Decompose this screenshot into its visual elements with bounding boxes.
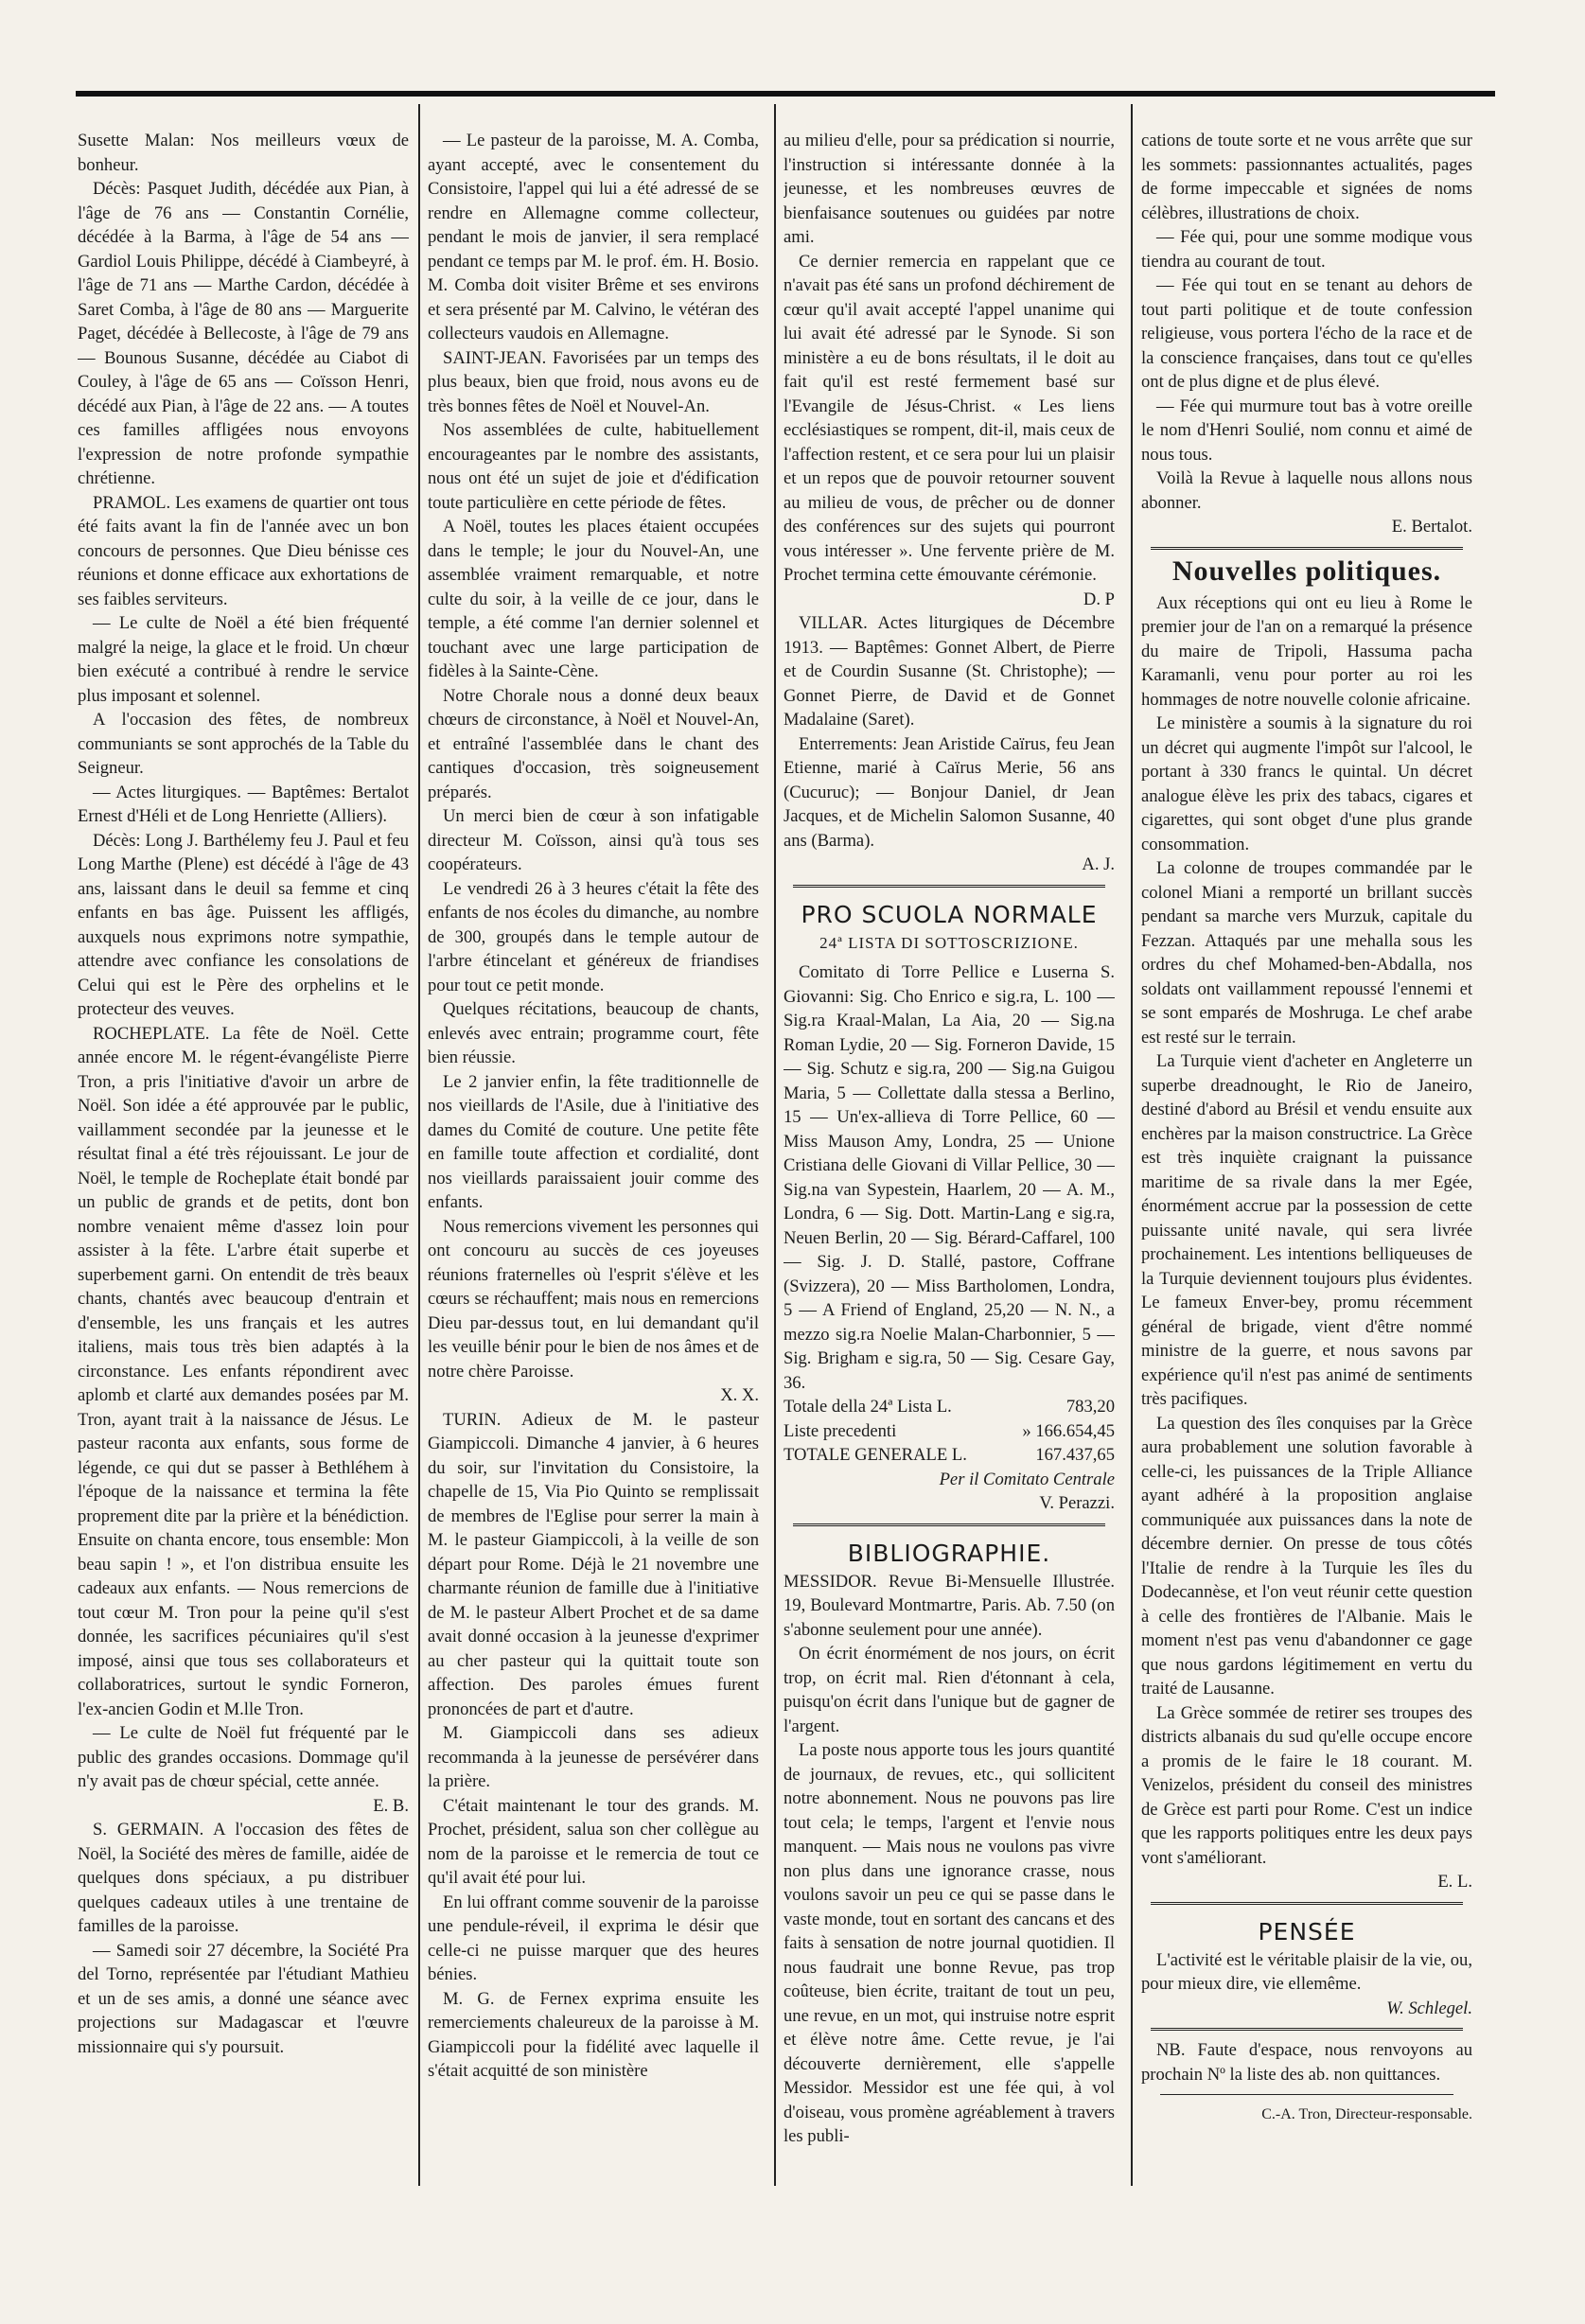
paragraph: SAINT-JEAN. Favorisées par un temps des plus beaux, bien que froid, nous avons eu de très bonnes fêtes de Noël et Nouvel-An. <box>428 347 759 416</box>
paragraph: Nous remercions vivement les personnes qui ont concouru au succès de ces joyeuses réunions fraternelles où l'esprit s'élève et les cœurs se réchauffent; mais nous en remercions Dieu par-dessus tout, en lui demandant qu'il les veuille bénir pour le bien de nos âmes et de notre chère Paroisse. <box>428 1216 759 1382</box>
total-value: » 166.654,45 <box>1022 1420 1115 1441</box>
paragraph: — Fée qui tout en se tenant au dehors de tout parti politique et de toute confession religieuse, vous portera l'écho de la race et de la conscience françaises, dans tout ce qu'elles ont de plus digne et de plus élevé. <box>1141 275 1472 392</box>
section-heading: BIBLIOGRAPHIE. <box>847 1539 1051 1567</box>
total-label: Totale della 24ª Lista L. <box>784 1397 952 1417</box>
paragraph: Enterrements: Jean Aristide Caïrus, feu Jean Etienne, marié à Caïrus Merie, 56 ans (Cucuruc); — Bonjour Daniel, dr Jean Jacques, et de Michelin Salomon Susanne, 40 ans (Barma). <box>784 733 1115 851</box>
paragraph: PRAMOL. Les examens de quartier ont tous été faits avant la fin de l'année avec un bon concours de personnes. Que Dieu bénisse ces réunions et donne efficace aux exhortations de ses faibles serviteurs. <box>78 492 409 609</box>
paragraph: — Le culte de Noël fut fréquenté par le public des grandes occasions. Dommage qu'il n'y avait pas de chœur spécial, cette année. <box>78 1723 409 1791</box>
paragraph: Le vendredi 26 à 3 heures c'était la fête des enfants de nos écoles du dimanche, au nombre de 300, groupés dans le temple autour de l'arbre étincelant et généreux de friandises pour tout ce petit monde. <box>428 878 759 995</box>
signature: E. L. <box>1437 1872 1472 1892</box>
paragraph: ROCHEPLATE. La fête de Noël. Cette année encore M. le régent-évangéliste Pierre Tron, a pris l'initiative d'avoir un arbre de Noël. Son idée a été approuvée par le public, vaillamment secondée par la jeunesse et le résultat final a été très réjouissant. Le jour de Noël, le temple de Rocheplate était bondé par un public de grands et de petits, dont bon nombre venaient même d'assez loin pour assister à la fête. L'arbre était superbe et superbement garni. On entendit de très beaux chants, chantés avec beaucoup d'entrain et d'ensemble, les uns français et les autres italiens, mais tous très bien adaptés à la circonstance. Les enfants répondirent avec aplomb et clarté aux demandes posées par M. Tron, ayant trait à la naissance de Jésus. Le pasteur raconta aux enfants, sous forme de légende, ce qui dut se passer à Bethléhem à l'époque de la naissance et termina la fête proprement dite par la prière et la bénédiction. Ensuite on chanta encore, tous ensemble: Mon beau sapin ! », et l'on distribua ensuite les cadeaux aux enfants. — Nous remercions de tout cœur M. Tron pour la peine qu'il s'est donnée, les sacrifices pécuniaires qu'il s'est imposé, ainsi que tous ses collaborateurs et collaboratrices, surtout le syndic Forneron, l'ex-ancien Godin et M.lle Tron. <box>78 1023 409 1719</box>
paragraph: — Samedi soir 27 décembre, la Société Pra del Torno, représentée par l'étudiant Mathieu et un de ses amis, a donné une séance avec projections sur Madagascar et l'œuvre missionnaire qui s'y poursuit. <box>78 1940 409 2057</box>
signature: X. X. <box>720 1385 759 1405</box>
section-heading: PENSÉE <box>1258 1917 1356 1945</box>
paragraph: Quelques récitations, beaucoup de chants, enlevés avec entrain; programme court, fête bien réussie. <box>428 999 759 1067</box>
section-divider <box>1151 547 1463 550</box>
paragraph: On écrit énormément de nos jours, on écrit trop, on écrit mal. Rien d'étonnant à cela, puisqu'on écrit dans l'unique but de gagner de l'argent. <box>784 1644 1115 1736</box>
paragraph: Notre Chorale nous a donné deux beaux chœurs de circonstance, à Noël et Nouvel-An, et entraîné l'assemblée dans le chant des cantiques d'occasion, très soigneusement préparés. <box>428 685 759 802</box>
signature: W. Schlegel. <box>1386 1998 1472 2018</box>
paragraph: Nos assemblées de culte, habituellement encourageantes par le nombre des assistants, nous ont été un sujet de joie et d'édification toute particulière en cette période de fêtes. <box>428 420 759 513</box>
total-label: TOTALE GENERALE L. <box>784 1445 967 1465</box>
column-4 <box>1141 129 1472 2210</box>
total-label: Liste precedenti <box>784 1420 897 1441</box>
section-divider <box>1151 2028 1463 2031</box>
column-rule <box>418 104 420 2186</box>
section-divider <box>1151 1902 1463 1905</box>
paragraph: Le 2 janvier enfin, la fête traditionnelle de nos vieillards de l'Asile, due à l'initiative des dames du Comité de couture. Une petite fête en famille toute affection et cordialité, dont nos vieillards paraissaient jouir comme des enfants. <box>428 1071 759 1212</box>
section-divider <box>793 1523 1105 1526</box>
footer-credit: C.-A. Tron, Directeur-responsable. <box>1261 2106 1472 2122</box>
total-value: 167.437,65 <box>1035 1445 1115 1465</box>
paragraph: La Turquie vient d'acheter en Angleterre un superbe dreadnought, le Rio de Janeiro, destiné d'abord au Brésil et vendu ensuite aux enchères par la maison constructrice. La Grèce est très inquiète craignant la puissance maritime de sa rivale dans la mer Egée, énormément accrue par la possession de cette puissante unité navale, qui sera livrée prochainement. Les intentions belliqueuses de la Turquie deviennent toujours plus évidentes. Le fameux Enver-bey, promu récemment général de brigade, vient d'être nommé ministre de la guerre, et nous savons par expérience qu'il n'est pas animé de sentiments très pacifiques. <box>1141 1051 1472 1409</box>
paragraph: Décès: Long J. Barthélemy feu J. Paul et feu Long Marthe (Plene) est décédé à l'âge de 43 ans, laissant dans le deuil sa femme et cinq enfants en bas âge. Puissent les affligés, auxquels nous exprimons notre sympathie, attendre avec confiance les consolations de Celui qui est le Père des orphelins et le protecteur des veuves. <box>78 830 409 1019</box>
paragraph: — Le culte de Noël a été bien fréquenté malgré la neige, la glace et le froid. Un chœur bien exécuté a contribué à rendre le service plus imposant et solennel. <box>78 613 409 706</box>
top-rule <box>76 91 1495 97</box>
signature: E. B. <box>373 1795 409 1816</box>
signature: A. J. <box>1082 854 1115 874</box>
paragraph: — Le pasteur de la paroisse, M. A. Comba, ayant accepté, avec le consentement du Consistoire, l'appel qui lui a été adressé de se rendre en Allemagne comme collecteur, pendant le mois de janvier, il sera remplacé pendant ce temps par M. le prof. ém. H. Bosio. M. Comba doit visiter Brême et ses environs et sera présenté par M. Calvino, le vétéran des collecteurs vaudois en Allemagne. <box>428 131 759 343</box>
paragraph: La poste nous apporte tous les jours quantité de journaux, de revues, etc., qui sollicitent notre abonnement. Nous ne pouvons pas lire tout cela; le temps, l'argent et l'envie nous manquent. — Mais nous ne voulons pas vivre non plus dans une ignorance crasse, nous voulons savoir un peu ce qui se passe dans le vaste monde, tout en sortant des cancans et des faits à sensation de notre journal quotidien. Il nous faudrait une bonne Revue, pas trop coûteuse, bien écrite, traitant de tout un peu, une revue, en un mot, qui instruise notre esprit et élève notre âme. Cette revue, je l'ai découverte dernièrement, elle s'appelle Messidor. Messidor est une fée qui, à vol d'oiseau, vous promène agréablement à travers les publi- <box>784 1740 1115 2146</box>
paragraph: En lui offrant comme souvenir de la paroisse une pendule-réveil, il exprima le désir que celle-ci ne puisse marquer que des heures bénies. <box>428 1892 759 1984</box>
section-heading: Nouvelles politiques. <box>1171 555 1442 587</box>
paragraph: Voilà la Revue à laquelle nous allons nous abonner. <box>1141 468 1472 513</box>
paragraph: — Actes liturgiques. — Baptêmes: Bertalot Ernest d'Héli et de Long Henriette (Alliers). <box>78 782 409 826</box>
column-2 <box>428 129 759 2210</box>
signature: Per il Comitato Centrale <box>939 1469 1115 1489</box>
paragraph: Aux réceptions qui ont eu lieu à Rome le premier jour de l'an on a remarqué la présence du maire de Tripoli, Hassuma pacha Karamanli, venu pour porter au roi les hommages de notre nouvelle colonie africaine. <box>1141 592 1472 710</box>
column-3 <box>784 129 1115 2210</box>
paragraph: C'était maintenant le tour des grands. M. Prochet, président, salua son cher collègue au nom de la paroisse et le remercia de tout ce qu'il avait été pour lui. <box>428 1795 759 1888</box>
section-divider <box>793 885 1105 888</box>
paragraph: cations de toute sorte et ne vous arrête que sur les sommets: passionnantes actualités, pages de forme impeccable et signées de noms célèbres, illustrations de choix. <box>1141 131 1472 223</box>
paragraph: A Noël, toutes les places étaient occupées dans le temple; le jour du Nouvel-An, une assemblée vraiment remarquable, et notre culte du soir, à la veille de ce jour, dans le temple, a été comme l'an dernier solennel et touchant avec une large participation de fidèles à la Sainte-Cène. <box>428 517 759 681</box>
section-subheading: 24ª LISTA DI SOTTOSCRIZIONE. <box>819 933 1079 952</box>
paragraph: S. GERMAIN. A l'occasion des fêtes de Noël, la Société des mères de famille, aidée de quelques dons spéciaux, a pu distribuer quelques cadeaux utiles à une trentaine de familles de la paroisse. <box>78 1820 409 1936</box>
section-heading: PRO SCUOLA NORMALE <box>801 900 1098 928</box>
paragraph: MESSIDOR. Revue Bi-Mensuelle Illustrée. 19, Boulevard Montmartre, Paris. Ab. 7.50 (on s'abonne seulement pour une année). <box>784 1571 1115 1640</box>
paragraph: — Fée qui, pour une somme modique vous tiendra au courant de tout. <box>1141 227 1472 272</box>
paragraph: TURIN. Adieux de M. le pasteur Giampiccoli. Dimanche 4 janvier, à 6 heures du soir, sur l'invitation du Consistoire, la chapelle de 15, Via Pio Quinto se remplissait de membres de l'Eglise pour serrer la main à M. le pasteur Giampiccoli, à la veille de son départ pour Rome. Déjà le 21 novembre une charmante réunion de famille due à l'initiative de M. le pasteur Albert Prochet et de sa dame avait donné occasion à la jeunesse d'exprimer au cher pasteur qui la quittait toute son affection. Des paroles émues furent prononcées de part et d'autre. <box>428 1409 759 1719</box>
paragraph: La Grèce sommée de retirer ses troupes des districts albanais du sud qu'elle occupe encore a promis de le faire le 18 courant. M. Venizelos, président du conseil des ministres de Grèce est parti pour Rome. C'est un indice que les rapports politiques entre les deux pays vont s'améliorant. <box>1141 1702 1472 1868</box>
column-1 <box>78 129 409 2210</box>
paragraph: Décès: Pasquet Judith, décédée aux Pian, à l'âge de 76 ans — Constantin Cornélie, décédée à la Barma, à l'âge de 54 ans — Gardiol Louis Philippe, décédé à Ciambeyré, à l'âge de 71 ans — Marthe Cardon, décédée à Saret Comba, à l'âge de 80 ans — Marguerite Paget, décédée à Bellecoste, à l'âge de 79 ans — Bounous Susanne, décédée au Ciabot di Couley, à l'âge de 65 ans — Coïsson Henri, décédé aux Pian, à l'âge de 22 ans. — A toutes ces familles affligées nous envoyons l'expression de notre profonde sympathie chrétienne. <box>78 179 409 488</box>
paragraph: L'activité est le véritable plaisir de la vie, ou, pour mieux dire, vie ellemême. <box>1141 1949 1472 1994</box>
total-row <box>784 1395 1115 1419</box>
signature: E. Bertalot. <box>1391 517 1472 537</box>
paragraph: Un merci bien de cœur à son infatigable directeur M. Coïsson, ainsi qu'à tous ses coopérateurs. <box>428 806 759 874</box>
paragraph: Le ministère a soumis à la signature du roi un décret qui augmente l'impôt sur l'alcool, le portant à 330 francs le quintal. Un décret analogue élève les prix des tabacs, cigares et cigarettes, qui sont obget d'une plus grande consommation. <box>1141 713 1472 854</box>
total-value: 783,20 <box>1065 1397 1115 1417</box>
paragraph: au milieu d'elle, pour sa prédication si nourrie, l'instruction si intéressante donnée à la jeunesse, et les nombreuses œuvres de bienfaisance soutenues ou guidées par notre ami. <box>784 131 1115 247</box>
paragraph: La question des îles conquises par la Grèce aura probablement une solution favorable à celle-ci, les puissances de la Triple Alliance ayant adhéré à la proposition anglaise communiquée aux puissances dans la note de décembre dernier. On presse de tous côtés l'Italie de rendre à la Turquie les îles du Dodecannèse, et l'on veut réunir cette question à celle des frontières de l'Albanie. Mais le moment n'est pas venu d'abandonner ce gage que nous gardons légitimement en vertu du traité de Lausanne. <box>1141 1413 1472 1699</box>
paragraph: M. Giampiccoli dans ses adieux recommanda à la jeunesse de persévérer dans la prière. <box>428 1723 759 1791</box>
paragraph: A l'occasion des fêtes, de nombreux communiants se sont approchés de la Table du Seigneur. <box>78 710 409 778</box>
paragraph: — Fée qui murmure tout bas à votre oreille le nom d'Henri Soulié, nom connu et aimé de nous tous. <box>1141 396 1472 465</box>
paragraph: VILLAR. Actes liturgiques de Décembre 1913. — Baptêmes: Gonnet Albert, de Pierre et de Courdin Susanne (St. Christophe); — Gonnet Pierre, de David et de Gonnet Madalaine (Saret). <box>784 613 1115 730</box>
paragraph: Comitato di Torre Pellice e Luserna S. Giovanni: Sig. Cho Enrico e sig.ra, L. 100 — Sig.ra Kraal-Malan, La Aia, 20 — Sig.na Roman Lydie, 20 — Sig. Forneron Davide, 15 — Sig. Schutz e sig.ra, 200 — Sig.na Guigou Maria, 5 — Collettate dalla stessa a Berlino, 15 — Un'ex-allieva di Torre Pellice, 60 — Miss Mauson Amy, Londra, 25 — Unione Cristiana delle Giovani di Villar Pellice, 30 — Sig.na van Sypestein, Haarlem, 20 — A. M., Londra, 6 — Sig. Dott. Martin-Lang e sig.ra, Neuen Berlin, 20 — Sig. Bérard-Caffarel, 100 — Sig. J. D. Stallé, pastore, Coffrane (Svizzera), 20 — Miss Bartholomen, Londra, 5 — A Friend of England, 25,20 — N. N., a mezzo sig.ra Noelie Malan-Charbonnier, 5 — Sig. Brigham e sig.ra, 50 — Sig. Cesare Gay, 36. <box>784 962 1115 1393</box>
total-row <box>784 1419 1115 1444</box>
signature: V. Perazzi. <box>1039 1493 1115 1513</box>
column-rule <box>774 104 776 2186</box>
section-divider <box>1160 2094 1453 2095</box>
paragraph: Ce dernier remercia en rappelant que ce n'avait pas été sans un profond déchirement de cœur qu'il avait accepté l'appel unanime qui lui avait été adressé par le Synode. Si son ministère a eu de bons résultats, il le doit au fait qu'il est resté fermement basé sur l'Evangile de Jésus-Christ. « Les liens ecclésiastiques se rompent, dit-il, mais ceux de l'affection restent, et ce sera pour lui un plaisir et un repos que de pouvoir retourner souvent au milieu de vous, de prêcher ou de donner des conférences sur des sujets qui pourront vous intéresser ». Une fervente prière de M. Prochet termina cette émouvante cérémonie. <box>784 251 1115 585</box>
signature: D. P <box>1083 589 1115 609</box>
column-rule <box>1131 104 1133 2186</box>
grand-total-row <box>784 1443 1115 1468</box>
paragraph: NB. Faute d'espace, nous renvoyons au prochain Nº la liste des ab. non quittances. <box>1141 2040 1472 2085</box>
paragraph: La colonne de troupes commandée par le colonel Miani a remporté un brillant succès pendant sa marche vers Murzuk, capitale du Fezzan. Attaqués par une mehalla sous les ordres du chef Mohamed-ben-Abdalla, nos soldats ont vaillamment repoussé l'ennemi et se sont emparés de Moshruga. Le chef arabe est resté sur le terrain. <box>1141 858 1472 1048</box>
paragraph: Susette Malan: Nos meilleurs vœux de bonheur. <box>78 131 409 175</box>
paragraph: M. G. de Fernex exprima ensuite les remerciements chaleureux de la paroisse à M. Giampiccoli pour la fidélité avec laquelle il s'était acquitté de son ministère <box>428 1988 759 2081</box>
